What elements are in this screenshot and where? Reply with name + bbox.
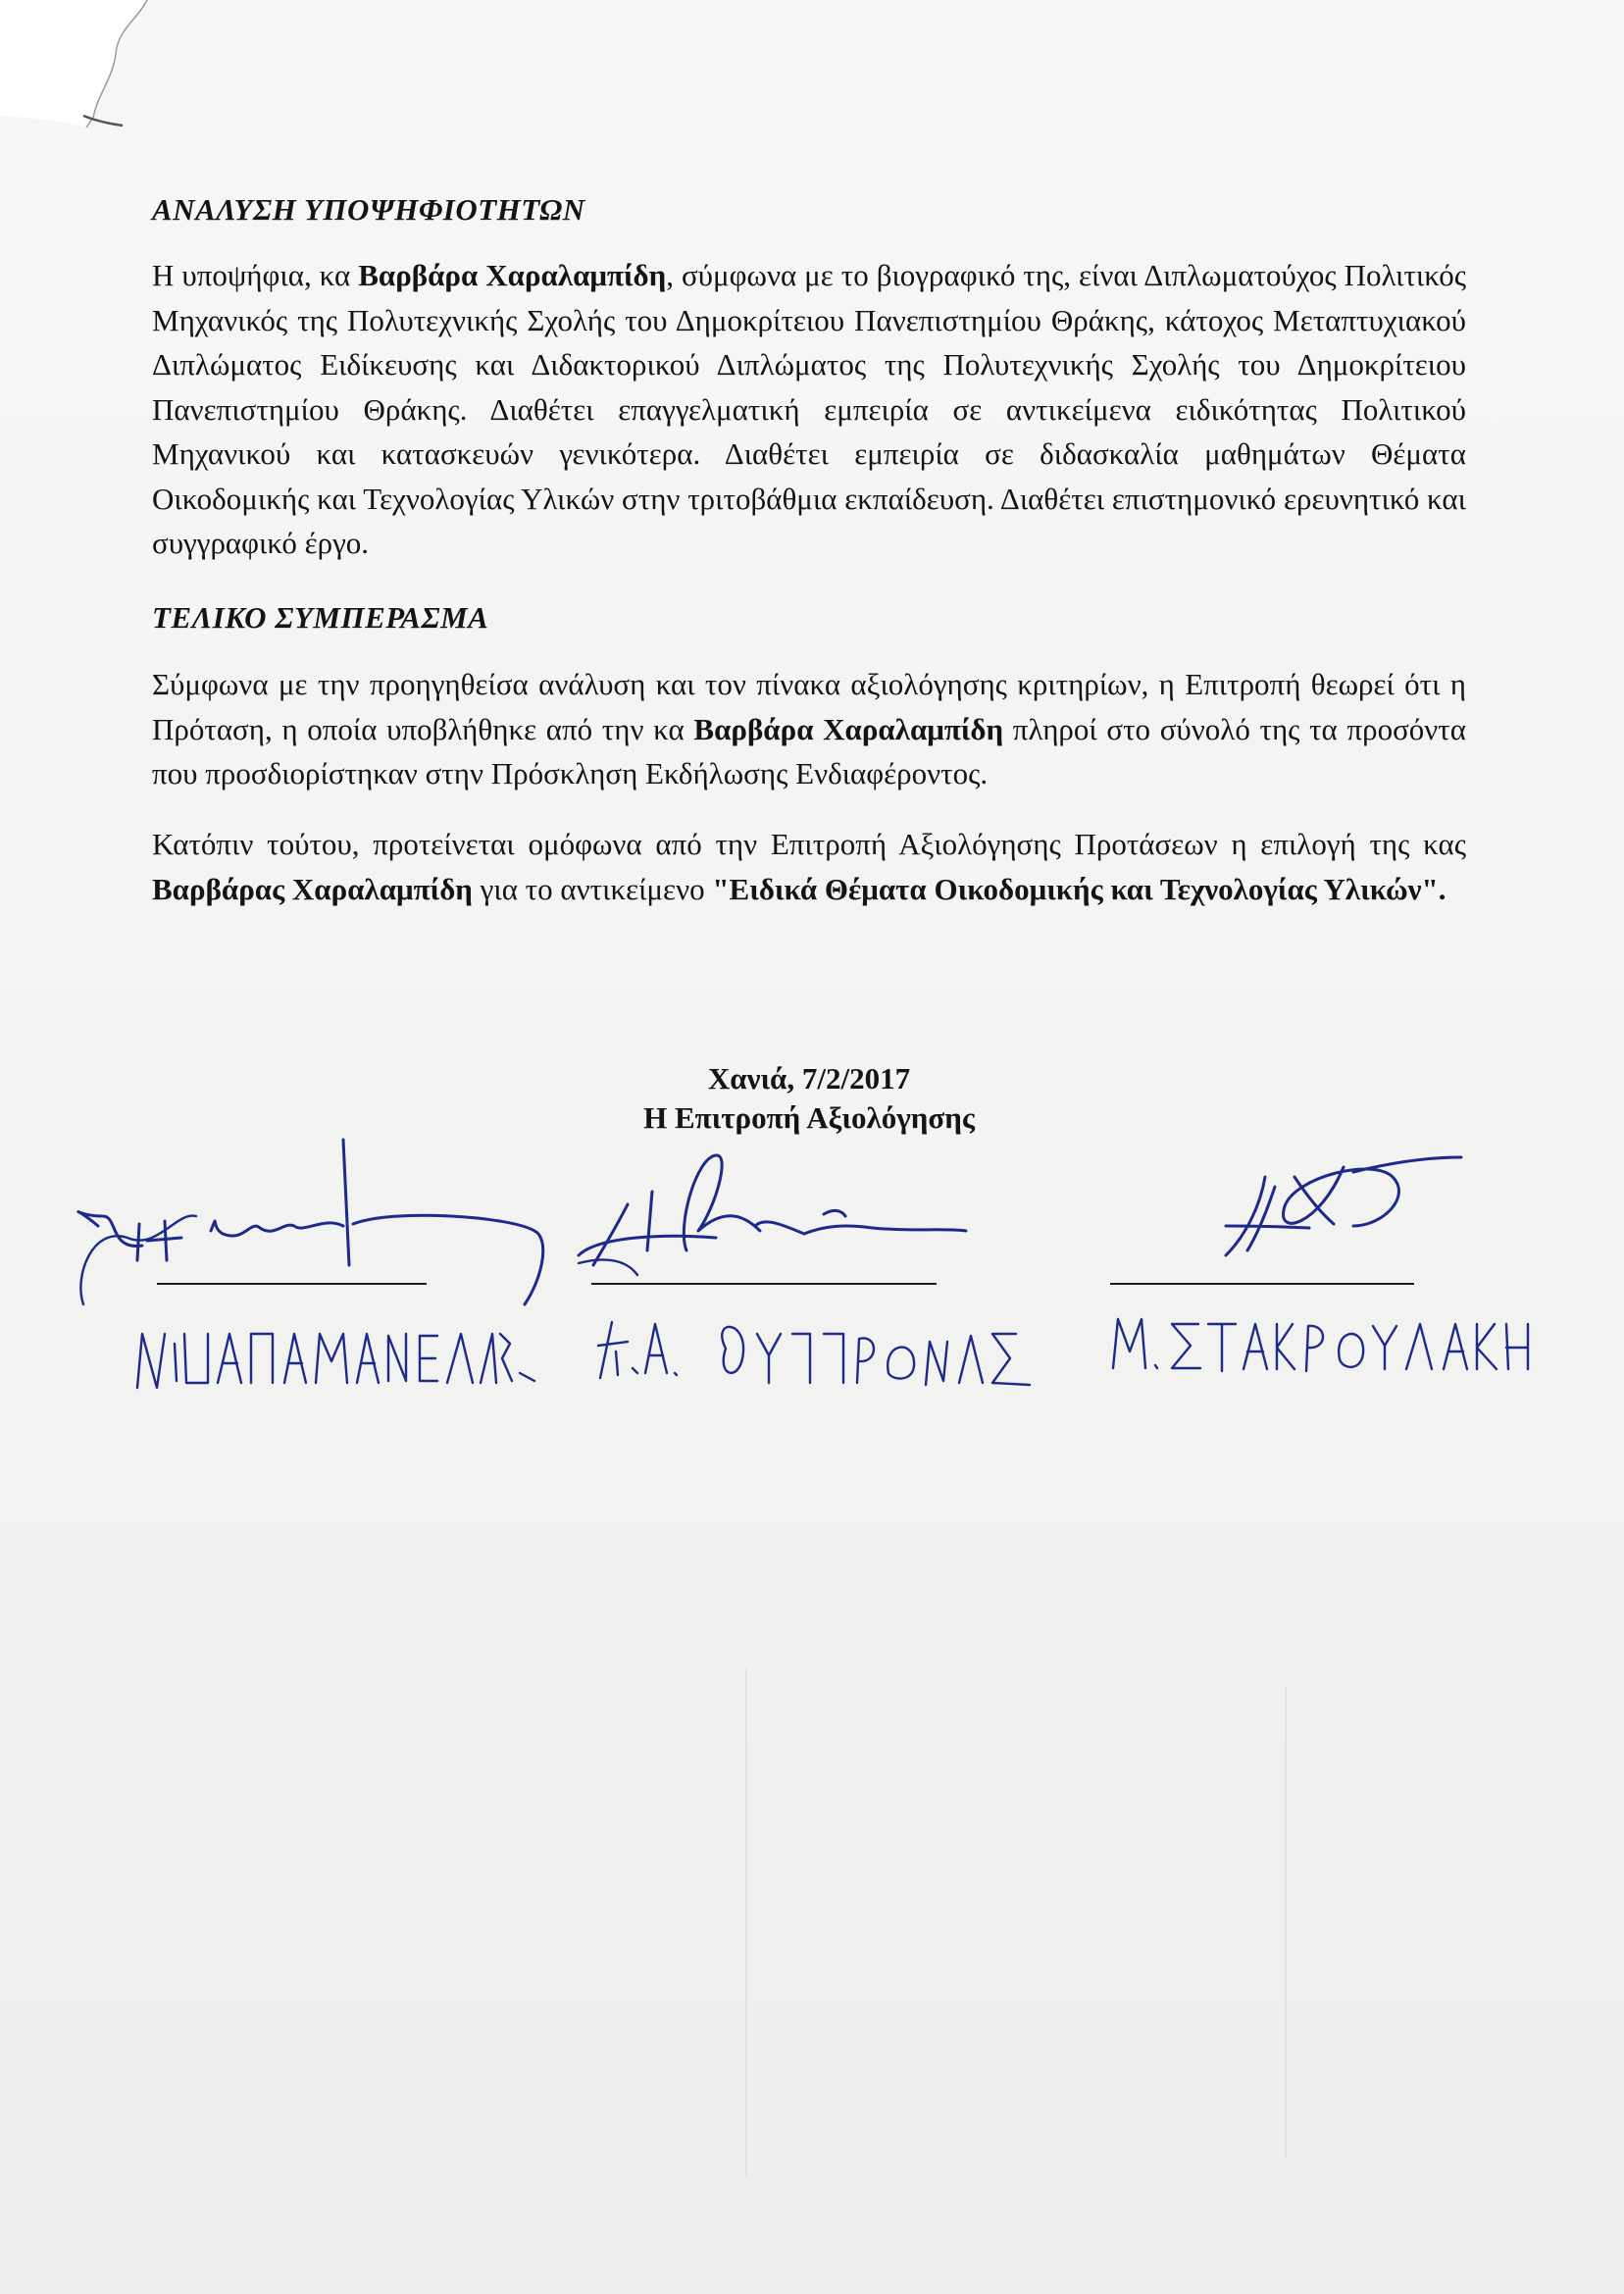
signature-3 <box>1226 1157 1461 1255</box>
subject-title: "Ειδικά Θέματα Οικοδομικής και Τεχνολογίας Υλικών". <box>712 871 1446 906</box>
analysis-heading: ΑΝΑΛΥΣΗ ΥΠΟΨΗΦΙΟΤΗΤΩΝ <box>152 192 585 227</box>
signature-name-2 <box>598 1322 1030 1385</box>
committee-title: Η Επιτροπή Αξιολόγησης <box>643 1100 975 1135</box>
candidate-name: Βαρβάρα Χαραλαμπίδη <box>693 711 1004 746</box>
signature-line-2 <box>591 1283 937 1285</box>
signature-name-3 <box>1113 1319 1528 1371</box>
signature-name-1 <box>137 1334 534 1388</box>
signature-2 <box>579 1155 966 1275</box>
scan-artifact <box>745 1667 747 2177</box>
torn-corner-icon <box>0 0 167 147</box>
candidate-name: Βαρβάρα Χαραλαμπίδη <box>358 258 667 292</box>
proposal-paragraph <box>152 822 1466 911</box>
conclusion-text-start: Σύμφωνα με την προηγηθείσα ανάλυση και τον πίνακα αξιολόγησης κριτηρίων, η Επιτροπή θεωρεί ότι η Πρόταση, η οποία υποβλήθηκε από την κα <box>152 667 1466 746</box>
scan-artifact <box>1285 1687 1287 2158</box>
conclusion-heading: ΤΕΛΙΚΟ ΣΥΜΠΕΡΑΣΜΑ <box>152 600 489 635</box>
signature-line-3 <box>1110 1283 1414 1285</box>
analysis-text-rest: , σύμφωνα με το βιογραφικό της, είναι Διπλωματούχος Πολιτικός Μηχανικός της Πολυτεχνικής Σχολής του Δημοκρίτειου Πανεπιστημίου Θράκης, κάτοχος Μεταπτυχιακού Διπλώματος Ειδίκευσης και Διδακτορικού Διπλώματος της Πολυτεχνικής Σχολής του Δημοκρίτειου Πανεπιστημίου Θράκης. Διαθέτει επαγγελματική εμπειρία σε αντικείμενα ειδικότητας Πολιτικού Μηχανικού και κατασκευών γενικότερα. Διαθέτει εμπειρία σε διδασκαλία μαθημάτων Θέματα Οικοδομικής και Τεχνολογίας Υλικών στην τριτοβάθμια εκπαίδευση. Διαθέτει επιστημονικό ερευνητικό και συγγραφικό έργο. <box>152 258 1466 560</box>
conclusion-paragraph <box>152 662 1466 796</box>
signature-1 <box>78 1140 543 1304</box>
conclusion-text-rest: πληροί στο σύνολό της τα προσόντα που προσδιορίστηκαν στην Πρόσκληση Εκδήλωσης Ενδιαφέροντος. <box>152 711 1466 790</box>
proposal-text-start: Κατόπιν τούτου, προτείνεται ομόφωνα από την Επιτροπή Αξιολόγησης Προτάσεων η επιλογή της κας <box>152 827 1466 861</box>
proposal-text-mid: για το αντικείμενο <box>472 871 713 906</box>
analysis-text-start: Η υποψήφια, κα <box>152 258 359 292</box>
signature-line-1 <box>157 1283 427 1285</box>
analysis-paragraph <box>152 253 1466 566</box>
place-date: Χανιά, 7/2/2017 <box>707 1061 911 1096</box>
candidate-name: Βαρβάρας Χαραλαμπίδη <box>152 871 473 906</box>
